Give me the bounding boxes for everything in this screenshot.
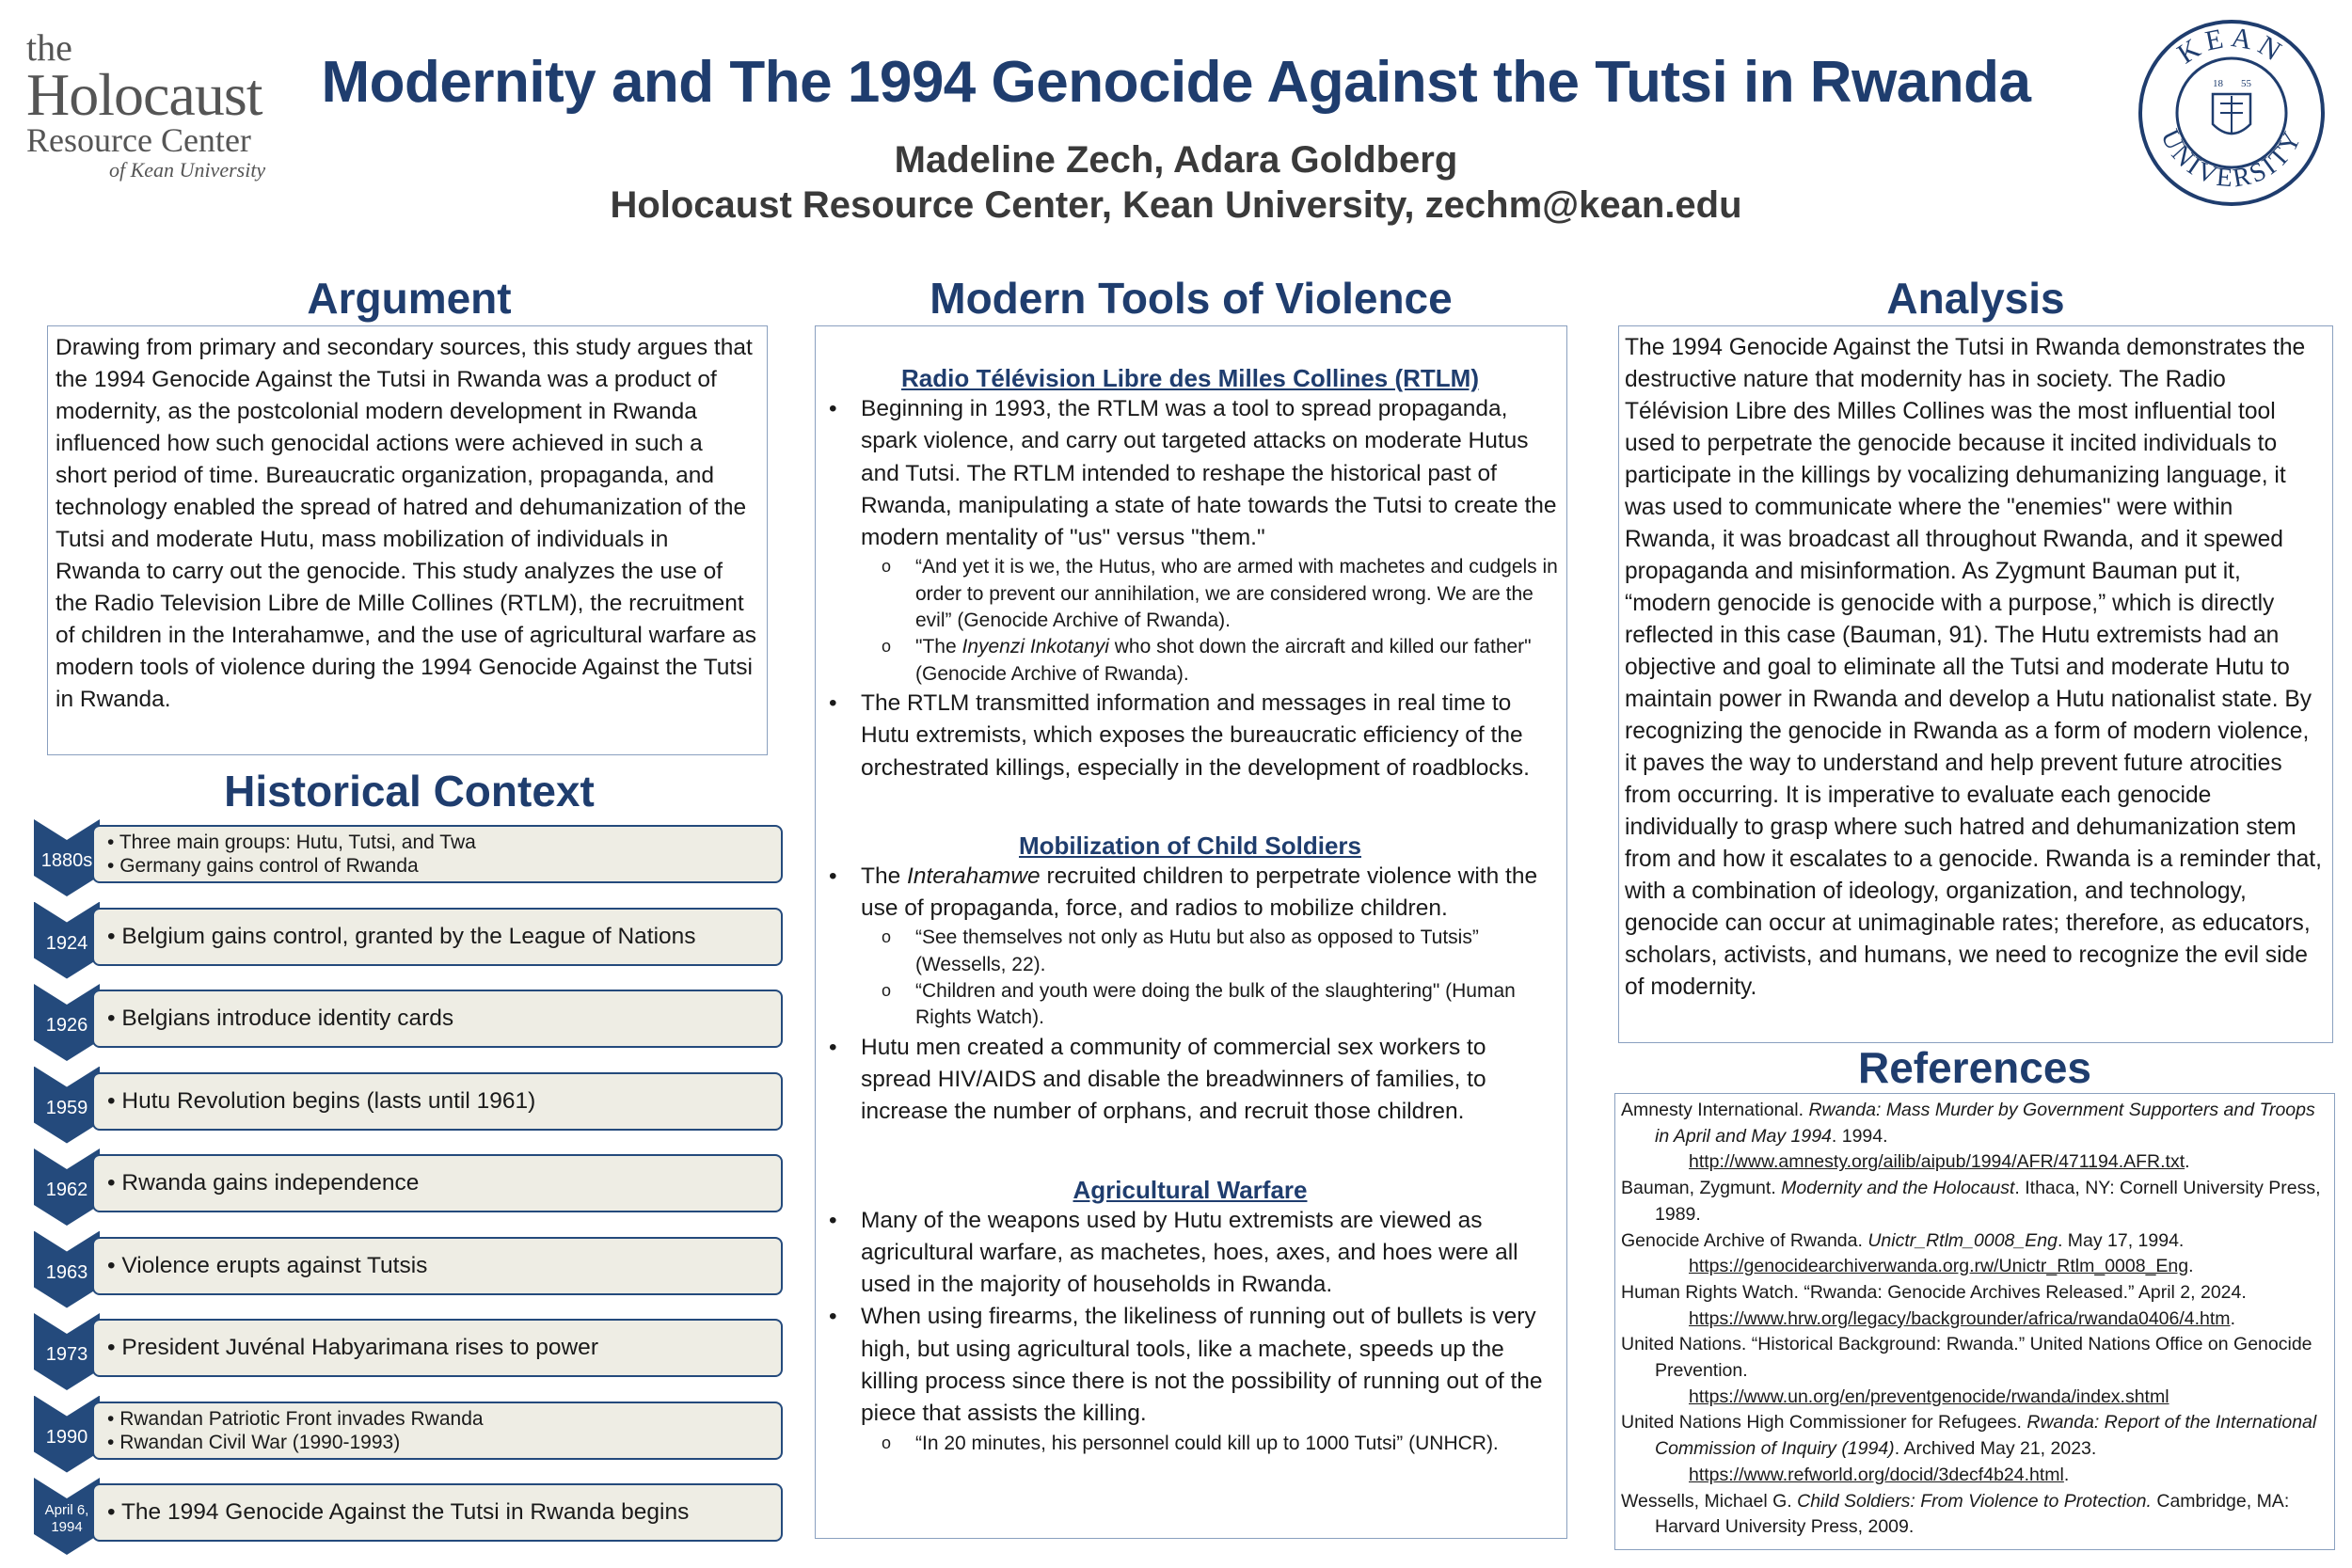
timeline-event-text: President Juvénal Habyarimana rises to power <box>121 1335 598 1360</box>
reference-bauman <box>1621 1176 2328 1227</box>
timeline-event <box>34 1237 783 1295</box>
timeline-year: 1880s <box>40 850 93 871</box>
logo-line-holocaust: Holocaust <box>26 61 262 128</box>
ref5-link[interactable] <box>1655 1385 2328 1411</box>
modern-tools-heading: Modern Tools of Violence <box>930 274 1453 323</box>
timeline-event <box>34 1072 783 1131</box>
holocaust-resource-center-logo <box>26 26 299 185</box>
agri-bullet-2: • When using firearms, the likeliness of running out of bullets is very high, but using agricultural tools, like a machete, speeds up the killing process since there is not the possibility of running out of the piece that assists the killing. <box>821 1301 1559 1430</box>
agricultural-warfare-subheading: Agricultural Warfare <box>1073 1175 1308 1204</box>
logo-line-the: the <box>26 26 72 69</box>
timeline-event <box>34 1483 783 1542</box>
timeline-year: 1926 <box>45 1015 88 1036</box>
timeline-event-item: • Rwanda gains independence <box>107 1170 420 1196</box>
ref3-author: Genocide Archive of Rwanda. <box>1621 1229 1868 1251</box>
timeline-year: 1924 <box>45 932 88 954</box>
timeline-event-text: Rwandan Patriotic Front invades Rwanda <box>119 1407 484 1430</box>
timeline-event-item: • Rwandan Patriotic Front invades Rwanda <box>107 1407 484 1430</box>
ref2-detail: . Ithaca, NY: Cornell University Press, 1989. <box>1655 1178 2321 1225</box>
ref3-title: Unictr_Rtlm_0008_Eng <box>1867 1229 2058 1251</box>
ref3-detail: . May 17, 1994. <box>2057 1229 2185 1251</box>
timeline-event-box <box>92 1402 783 1460</box>
rtlm-quote-2-pre: "The <box>915 636 962 658</box>
timeline-event-item: • Belgium gains control, granted by the League of Nations <box>107 923 696 949</box>
seal-year-left: 18 <box>2213 78 2223 89</box>
ref7-detail: Cambridge, MA: Harvard University Press, 2009. <box>1655 1490 2290 1538</box>
reference-un <box>1621 1332 2328 1410</box>
ref1-author: Amnesty International. <box>1621 1100 1809 1120</box>
references-heading: References <box>1857 1043 2092 1092</box>
ref1-url[interactable]: http://www.amnesty.org/ailib/aipub/1994/AFR/471194.AFR.txt <box>1689 1151 2185 1173</box>
timeline-event-text: Belgians introduce identity cards <box>121 1006 454 1031</box>
timeline-year: 1963 <box>45 1261 88 1283</box>
references-box <box>1614 1093 2335 1550</box>
rtlm-bullet-2: • The RTLM transmitted information and messages in real time to Hutu extremists, which exposes the bureaucratic efficiency of the orchestrated killings, especially in the development of roadblocks. <box>821 688 1559 784</box>
timeline-event-item: • Germany gains control of Rwanda <box>107 855 419 877</box>
timeline-event <box>34 990 783 1048</box>
timeline-event-text: Belgium gains control, granted by the League of Nations <box>121 923 696 949</box>
timeline-event-item: • Hutu Revolution begins (lasts until 1961) <box>107 1087 536 1114</box>
ref1-title: Rwanda: Mass Murder by Government Supporters and Troops in April and May 1994 <box>1655 1100 2315 1147</box>
logo-line-kean: of Kean University <box>109 158 266 182</box>
ref6-title: Rwanda: Report of the International Commission of Inquiry (1994) <box>1655 1412 2317 1460</box>
ref5-url[interactable]: https://www.un.org/en/preventgenocide/rwanda/index.shtml <box>1689 1386 2169 1407</box>
rtlm-bullet-1: • Beginning in 1993, the RTLM was a tool to spread propaganda, spark violence, and carry out targeted attacks on moderate Hutus and Tutsi. The RTLM intended to reshape the historical past of Rwanda, manipulating a state of hate towards the Tutsi to create the modern mentality of "us" versus "them." <box>821 393 1559 554</box>
timeline-event-text: The 1994 Genocide Against the Tutsi in Rwanda begins <box>120 1499 690 1525</box>
ref3-end: . <box>2188 1256 2194 1277</box>
argument-box <box>47 325 768 755</box>
ref1-detail: . 1994. <box>1831 1125 1888 1147</box>
timeline-event-text: Hutu Revolution begins (lasts until 1961) <box>121 1087 536 1114</box>
child-bullet-1-post: recruited children to perpetrate violence with the use of propaganda, force, and radios to mobilize children. <box>861 863 1538 922</box>
ref7-title: Child Soldiers: From Violence to Protection. <box>1797 1490 2152 1512</box>
ref6-detail: . Archived May 21, 2023. <box>1894 1438 2097 1460</box>
reference-unhcr <box>1621 1410 2328 1488</box>
timeline-event-text: Rwandan Civil War (1990-1993) <box>119 1431 401 1453</box>
timeline-event-box <box>92 1072 783 1131</box>
ref6-author: United Nations High Commissioner for Refugees. <box>1621 1412 2027 1433</box>
timeline-event <box>34 1402 783 1460</box>
ref3-link[interactable] <box>1655 1254 2328 1280</box>
agri-bullet-1: • Many of the weapons used by Hutu extremists are viewed as agricultural warfare, as machetes, hoes, axes, and hoes were all used in the majority of households in Rwanda. <box>821 1205 1559 1302</box>
child-bullet-2: • Hutu men created a community of commercial sex workers to spread HIV/AIDS and disable the breadwinners of families, to increase the number of orphans, and recruit those children. <box>821 1032 1559 1129</box>
reference-genocide-archive <box>1621 1228 2328 1280</box>
ref6-end: . <box>2063 1464 2070 1485</box>
child-bullet-1-pre: The <box>861 863 908 889</box>
agri-quote-1: o “In 20 minutes, his personnel could kill up to 1000 Tutsi” (UNHCR). <box>821 1431 1559 1457</box>
reference-hrw <box>1621 1280 2328 1332</box>
timeline-year: 1990 <box>45 1426 88 1448</box>
timeline-year: 1973 <box>45 1344 88 1365</box>
timeline-year: April 6, 1994 <box>44 1502 89 1535</box>
modern-tools-box <box>815 325 1567 1539</box>
timeline-event-box <box>92 1483 783 1542</box>
analysis-box <box>1618 325 2333 1043</box>
child-bullet-1 <box>821 861 1559 926</box>
poster-authors: Madeline Zech, Adara Goldberg <box>894 139 1458 181</box>
ref5-author: United Nations. “Historical Background: Rwanda.” United Nations Office on Genocide Prevention. <box>1621 1334 2312 1382</box>
ref2-title: Modernity and the Holocaust <box>1781 1178 2015 1199</box>
ref1-end: . <box>2185 1151 2190 1173</box>
analysis-heading: Analysis <box>1886 274 2065 323</box>
svg-text:UNIVERSITY <box>2154 125 2308 194</box>
timeline-event-item: • Belgians introduce identity cards <box>107 1006 454 1031</box>
historical-context-heading: Historical Context <box>224 767 595 816</box>
svg-text:KEAN <box>2172 22 2292 70</box>
rtlm-quote-1: o “And yet it is we, the Hutus, who are armed with machetes and cudgels in order to prevent our annihilation, we are considered wrong. We are the evil” (Genocide Archive of Rwanda). <box>821 554 1559 634</box>
timeline-event-item: • President Juvénal Habyarimana rises to power <box>107 1335 598 1360</box>
timeline-event-text: Three main groups: Hutu, Tutsi, and Twa <box>119 832 476 853</box>
ref3-url[interactable]: https://genocidearchiverwanda.org.rw/Unictr_Rtlm_0008_Eng <box>1689 1256 2189 1277</box>
argument-heading: Argument <box>307 274 512 323</box>
seal-bottom-text: UNIVERSITY <box>2154 124 2309 194</box>
timeline-event-item: • Violence erupts against Tutsis <box>107 1252 428 1278</box>
ref4-url[interactable]: https://www.hrw.org/legacy/backgrounder/africa/rwanda0406/4.htm <box>1689 1307 2231 1329</box>
ref4-author: Human Rights Watch. “Rwanda: Genocide Archives Released.” April 2, 2024. <box>1621 1281 2247 1303</box>
rtlm-quote-2 <box>821 634 1559 688</box>
rtlm-quote-2-em: Inyenzi Inkotanyi <box>961 636 1109 658</box>
timeline-event <box>34 1319 783 1377</box>
ref6-url[interactable]: https://www.refworld.org/docid/3decf4b24.html <box>1689 1464 2064 1485</box>
timeline-event-text: Germany gains control of Rwanda <box>119 855 419 877</box>
timeline-event-text: Rwanda gains independence <box>121 1170 420 1196</box>
timeline-event <box>34 825 783 883</box>
ref6-link[interactable] <box>1655 1463 2328 1489</box>
logo-line-resource-center: Resource Center <box>26 121 251 159</box>
timeline-event <box>34 908 783 966</box>
kean-university-seal <box>2137 19 2326 207</box>
timeline-event-box <box>92 825 783 883</box>
analysis-text: The 1994 Genocide Against the Tutsi in Rwanda demonstrates the destructive nature that modernity has in society. The Radio Télévision Libre des Milles Collines was the most influential tool used to perpetrate the genocide because it incited individuals to participate in the killings by vocalizing dehumanizing language, it was used to communicate where the "enemies" were within Rwanda, it was broadcast all throughout Rwanda, and it spewed propaganda and misinformation. As Zygmunt Bauman put it, “modern genocide is genocide with a purpose,” which is directly reflected in this case (Bauman, 91). The Hutu extremists had an objective and goal to eliminate all the Tutsi and moderate Hutu to maintain power in Rwanda and develop a Hutu nationalist state. By recognizing the genocide in Rwanda as a form of modern violence, it paves the way to understand and help prevent future atrocities from occurring. It is imperative to evaluate each genocide individually to grasp where such hatred and dehumanization stem from and how it escalates to a genocide. Rwanda is a reminder that, with a combination of ideology, organization, and technology, genocide can occur at unimaginable rates; therefore, as educators, scholars, activists, and humans, we need to recognize the evil side of modernity. <box>1625 335 2322 1000</box>
timeline-year: 1959 <box>45 1097 88 1118</box>
child-quote-1: o “See themselves not only as Hutu but also as opposed to Tutsis” (Wessells, 22). <box>821 925 1559 978</box>
seal-year-right: 55 <box>2241 78 2251 89</box>
timeline-event-text: Violence erupts against Tutsis <box>121 1252 428 1278</box>
timeline-event-box <box>92 990 783 1048</box>
poster-affiliation: Holocaust Resource Center, Kean University, zechm@kean.edu <box>610 184 1742 226</box>
reference-amnesty <box>1621 1098 2328 1176</box>
timeline-year: 1962 <box>45 1180 88 1200</box>
timeline-event-box <box>92 908 783 966</box>
ref7-author: Wessells, Michael G. <box>1621 1490 1798 1512</box>
argument-text: Drawing from primary and secondary sources, this study argues that the 1994 Genocide Against the Tutsi in Rwanda was a product of modernity, as the postcolonial modern development in Rwanda influenced how such genocidal actions were achieved in such a short period of time. Bureaucratic organization, propaganda, and technology enabled the spread of hatred and dehumanization of the Tutsi and moderate Hutu, mass mobilization of individuals in Rwanda to carry out the genocide. This study analyzes the use of the Radio Television Libre de Mille Collines (RTLM), the recruitment of children in the Interahamwe, and the use of agricultural warfare as modern tools of violence during the 1994 Genocide Against the Tutsi in Rwanda. <box>56 335 756 712</box>
timeline-event-item: • The 1994 Genocide Against the Tutsi in Rwanda begins <box>107 1499 690 1525</box>
timeline-event-box <box>92 1319 783 1377</box>
timeline-event <box>34 1154 783 1212</box>
ref4-link[interactable] <box>1655 1307 2328 1333</box>
reference-wessells <box>1621 1489 2328 1541</box>
timeline-event-box <box>92 1237 783 1295</box>
ref2-author: Bauman, Zygmunt. <box>1621 1178 1782 1199</box>
poster-title: Modernity and The 1994 Genocide Against the Tutsi in Rwanda <box>321 50 2031 115</box>
child-bullet-1-em: Interahamwe <box>907 863 1041 889</box>
rtlm-quote-2-post: who shot down the aircraft and killed our father" (Genocide Archive of Rwanda). <box>915 636 1532 685</box>
timeline-event-box <box>92 1154 783 1212</box>
timeline-event-item: • Three main groups: Hutu, Tutsi, and Twa <box>107 832 476 853</box>
rtlm-subheading: Radio Télévision Libre des Milles Collines (RTLM) <box>901 364 1479 392</box>
timeline-event-item: • Rwandan Civil War (1990-1993) <box>107 1431 401 1453</box>
child-soldiers-subheading: Mobilization of Child Soldiers <box>1019 831 1361 860</box>
ref4-end: . <box>2230 1307 2235 1329</box>
seal-top-text: KEAN <box>2171 22 2292 71</box>
child-quote-2: o “Children and youth were doing the bulk of the slaughtering" (Human Rights Watch). <box>821 978 1559 1032</box>
ref1-link[interactable] <box>1655 1149 2328 1176</box>
